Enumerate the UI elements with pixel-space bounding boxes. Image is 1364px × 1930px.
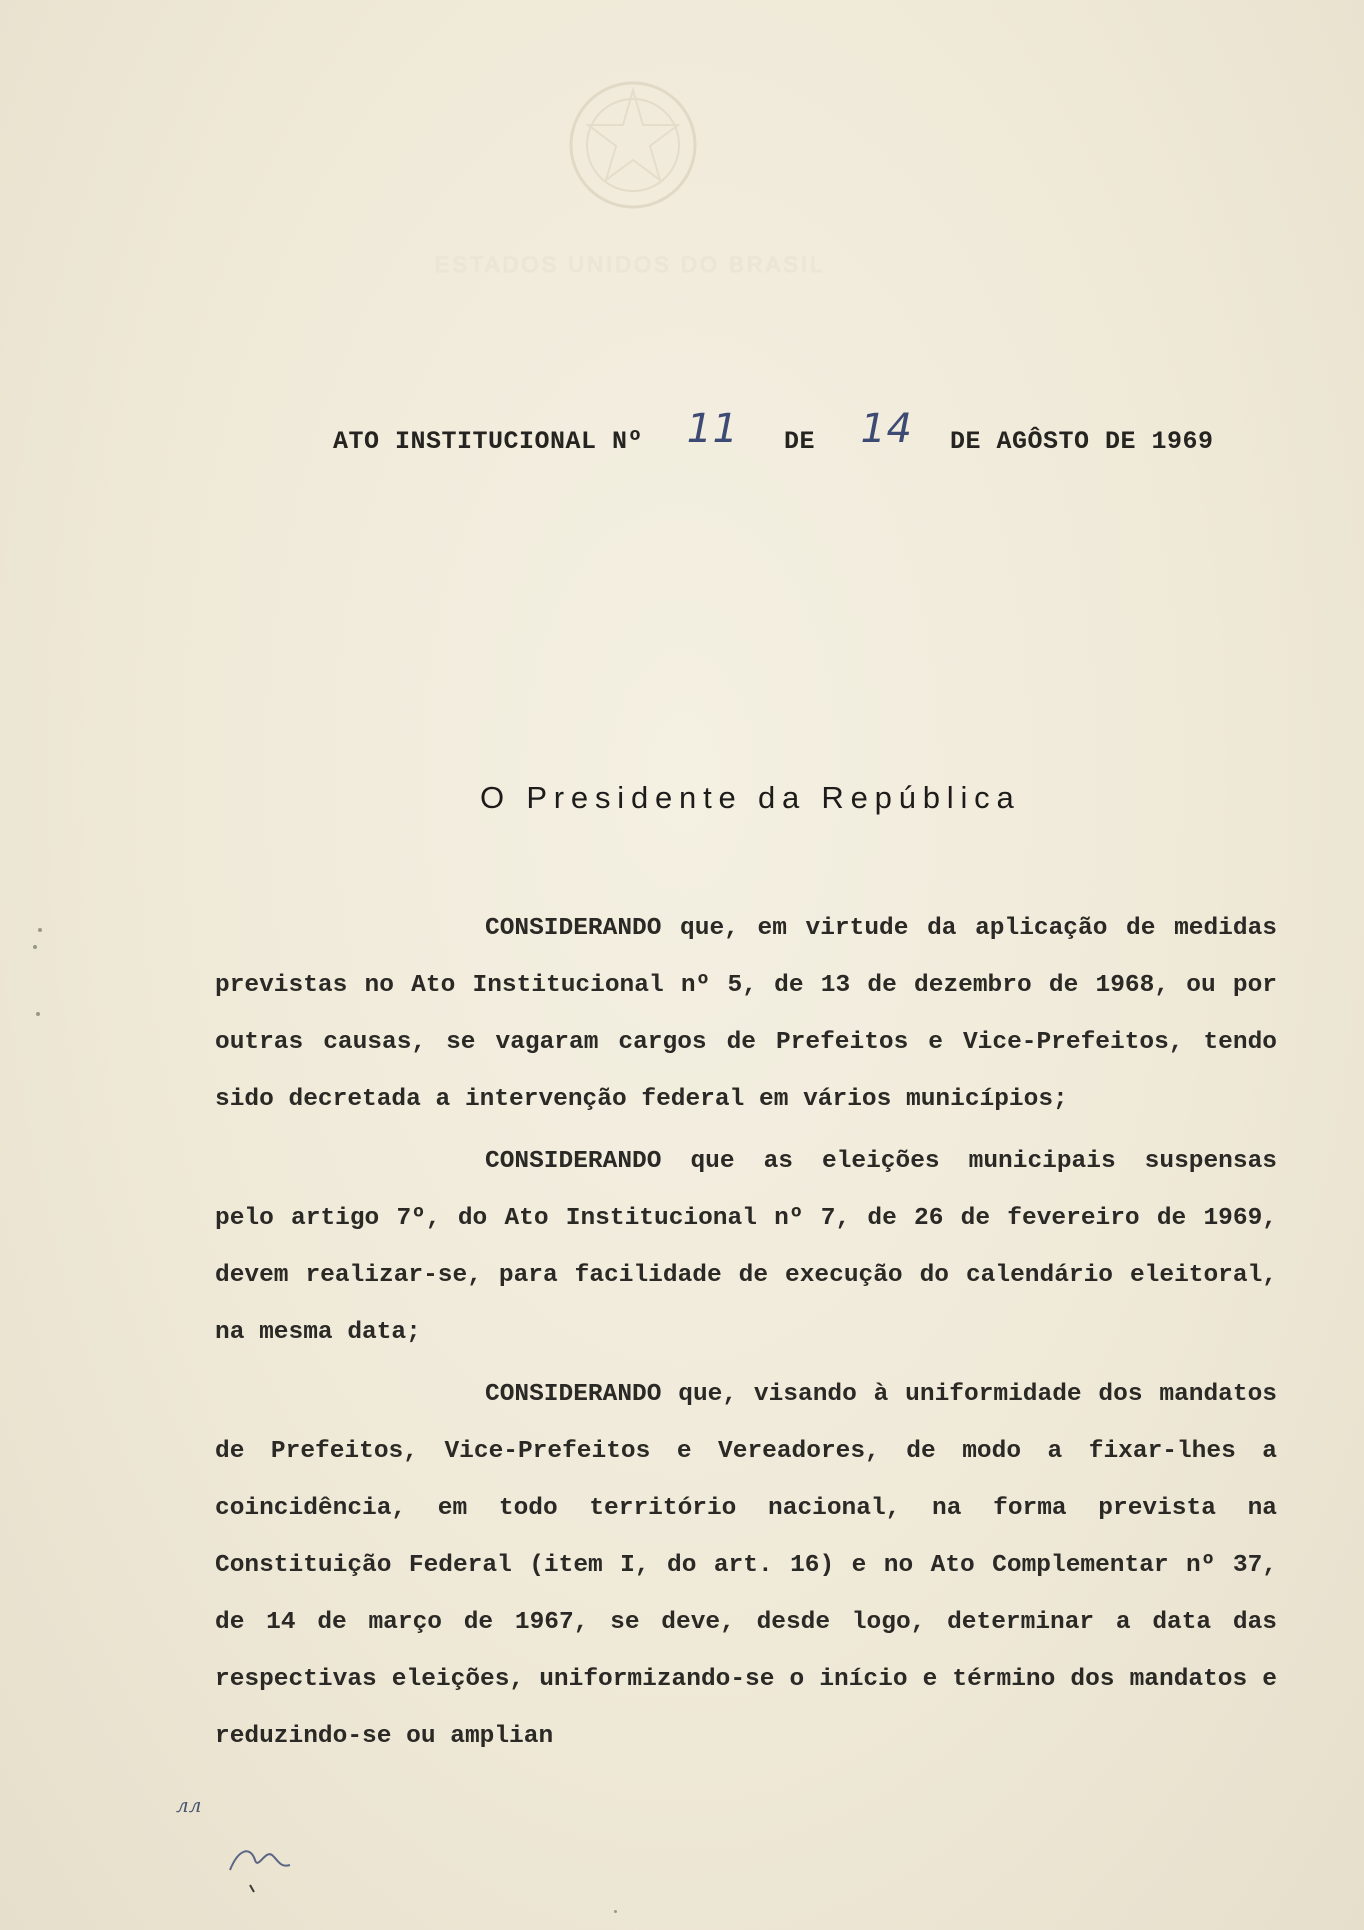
paper-speck	[38, 928, 42, 932]
header-prefix: ATO INSTITUCIONAL Nº	[333, 427, 644, 456]
paper-speck	[33, 945, 37, 949]
coat-of-arms-emboss-icon	[548, 70, 718, 220]
paper-speck	[36, 1012, 40, 1016]
paragraph-considerando-3: CONSIDERANDO que, visando à uniformidade dos mandatos de Prefeitos, Vice-Prefeitos e Vereadores, de modo a fixar-lhes a coincidência, em todo território nacional, na forma prevista na Constituição Federal (item I, do art. 16) e no Ato Complementar nº 37, de 14 de março de 1967, se deve, desde logo, determinar a data das respectivas eleições, uniformizando-se o início e término dos mandatos e reduzindo-se ou amplian	[215, 1381, 1277, 1750]
paragraph-considerando-1: CONSIDERANDO que, em virtude da aplicação de medidas previstas no Ato Institucional nº 5, de 13 de dezembro de 1968, ou por outras causas, se vagaram cargos de Prefeitos e Vice-Prefeitos, tendo sido decretada a intervenção federal em vários municípios;	[215, 915, 1277, 1113]
handwritten-initials-icon	[220, 1830, 310, 1900]
margin-handwritten-mark: лл	[176, 1793, 202, 1817]
act-number-handwritten: 11	[686, 406, 739, 452]
act-day-handwritten: 14	[860, 406, 913, 452]
embossed-letterhead: ESTADOS UNIDOS DO BRASIL	[434, 252, 826, 277]
paragraph-considerando-2: CONSIDERANDO que as eleições municipais suspensas pelo artigo 7º, do Ato Institucional nº 7, de 26 de fevereiro de 1969, devem realizar-se, para facilidade de execução do calendário eleitoral, na mesma data;	[215, 1148, 1277, 1346]
act-header	[333, 406, 1214, 458]
document-body	[215, 900, 1277, 1765]
paper-speck	[614, 1910, 617, 1913]
header-de: DE	[784, 427, 816, 456]
document-subtitle: O Presidente da República	[480, 780, 1021, 815]
header-suffix: DE AGÔSTO DE 1969	[949, 427, 1214, 456]
